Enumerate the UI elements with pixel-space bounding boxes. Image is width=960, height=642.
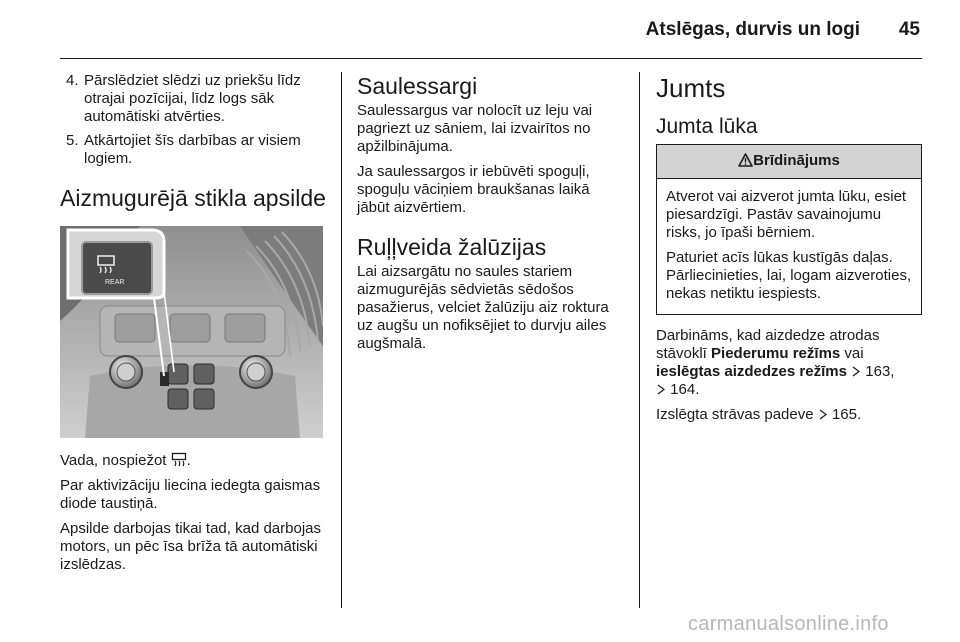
power-off-paragraph: Izslēgta strāvas padeve 165.	[656, 406, 862, 423]
page-number: 45	[898, 19, 920, 40]
operation-paragraph: Darbināms, kad aizdedze atrodas stāvoklī Piederumu režīms vai ieslēgtas aizdedzes režīms 163, 164.	[656, 327, 895, 398]
heading-sun-visors: Saulessargi	[357, 73, 478, 99]
console-photo	[60, 226, 323, 438]
paragraph: Ja saulessargos ir iebūvēti spoguļi, spoguļu vāciņiem braukšanas laikā jābūt aizvērtiem.	[357, 163, 590, 216]
mode-ignition-on: ieslēgtas aizdedzes režīms	[656, 363, 847, 380]
rear-defrost-icon	[171, 452, 187, 467]
column-divider-2	[639, 72, 640, 608]
press-instruction: Vada, nospiežot .	[60, 452, 191, 469]
page-ref[interactable]: 165.	[831, 406, 862, 423]
warning-title: Brīdinājums	[753, 152, 840, 169]
warning-paragraph: Paturiet acīs lūkas kustīgās daļas. Pārliecinieties, lai, logam aizveroties, nekas netiktu iespiests.	[666, 249, 912, 302]
warning-header	[657, 145, 921, 179]
page-ref-arrow-icon	[656, 383, 666, 396]
step-text: Pārslēdziet slēdzi uz priekšu līdz otrajai pozīcijai, līdz logs sāk automātiski atvērties.	[84, 72, 301, 125]
heading-sunroof: Jumta lūka	[656, 115, 758, 138]
warning-triangle-icon	[738, 153, 753, 167]
step-text: Atkārtojiet šīs darbības ar visiem logiem.	[84, 132, 301, 167]
rear-button-label: REAR	[105, 279, 125, 286]
paragraph: Par aktivizāciju liecina iedegta gaismas diode taustiņā.	[60, 477, 321, 512]
warning-box	[656, 144, 922, 315]
heading-roof: Jumts	[656, 73, 726, 103]
column-left	[60, 72, 328, 581]
paragraph: Apsilde darbojas tikai tad, kad darbojas motors, un pēc īsa brīža tā automātiski izslēdzas.	[60, 520, 321, 573]
watermark: carmanualsonline.info	[688, 613, 889, 635]
page-ref[interactable]: 164.	[670, 381, 700, 398]
paragraph: Saulessargus var nolocīt uz leju vai pagriezt uz sāniem, lai izvairītos no apžilbinājuma.	[357, 102, 593, 155]
list-item	[60, 132, 328, 168]
column-right	[656, 72, 922, 431]
warning-body	[657, 179, 921, 314]
page-ref-arrow-icon	[851, 365, 861, 378]
list-item	[60, 72, 328, 126]
page-ref[interactable]: 163,	[865, 363, 895, 380]
heading-rear-defrost: Aizmugurējā stikla apsilde	[60, 185, 326, 211]
mode-accessory: Piederumu režīms	[711, 345, 841, 362]
step-number: 5.	[66, 132, 79, 149]
warning-paragraph: Atverot vai aizverot jumta lūku, esiet piesardzīgi. Pastāv savainojumu risks, jo īpaši bērniem.	[666, 188, 907, 241]
heading-roller-blinds: Ruļļveida žalūzijas	[357, 234, 547, 260]
paragraph: Lai aizsargātu no saules stariem aizmugurējās sēdvietās sēdošos pasažierus, velciet žalūziju aiz roktura uz augšu un nofiksējiet to durvju ailes augšmalā.	[357, 263, 609, 352]
column-divider-1	[341, 72, 342, 608]
column-middle	[357, 72, 623, 360]
page-header-title: Atslēgas, durvis un logi	[645, 19, 860, 40]
step-number: 4.	[66, 72, 79, 89]
page-ref-arrow-icon	[818, 408, 828, 421]
header-rule	[60, 58, 922, 59]
steps-list	[60, 72, 328, 168]
